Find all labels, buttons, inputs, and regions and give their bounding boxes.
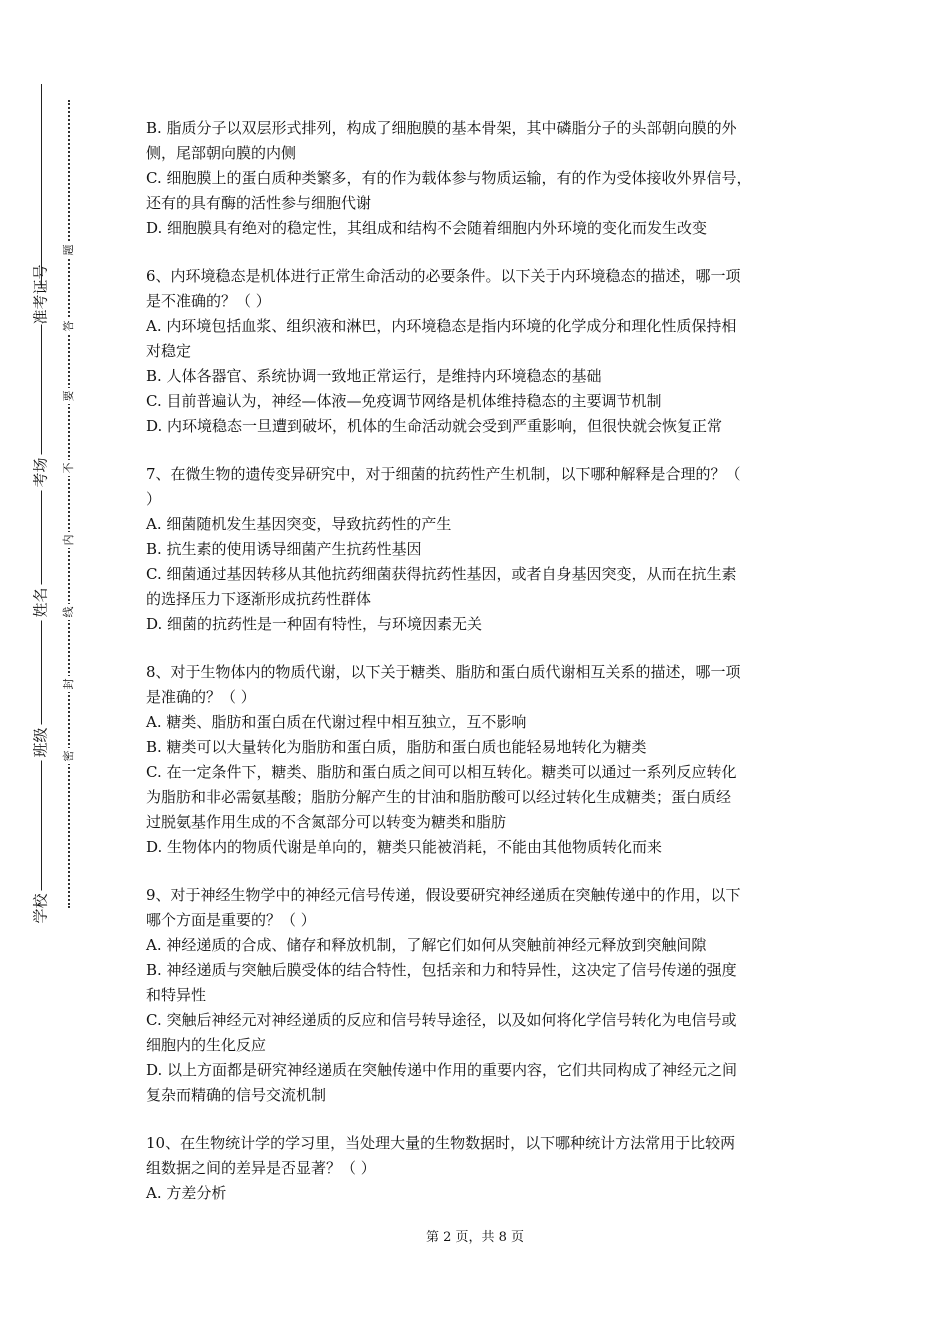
- text-line: ）: [146, 490, 162, 508]
- text-line: B. 脂质分子以双层形式排列，构成了细胞膜的基本骨架，其中磷脂分子的头部朝向膜的外: [146, 119, 737, 137]
- question-content: [146, 116, 818, 1206]
- exam-number-label: 准考证号: [31, 264, 50, 325]
- text-line: A. 细菌随机发生基因突变，导致抗药性的产生: [146, 515, 452, 533]
- text-line: D. 细胞膜具有绝对的稳定性，其组成和结构不会随着细胞内外环境的变化而发生改变: [146, 219, 708, 237]
- text-line: B. 抗生素的使用诱导细菌产生抗药性基因: [146, 540, 422, 558]
- question-gap: [146, 241, 818, 264]
- text-line: A. 方差分析: [146, 1184, 227, 1202]
- binding-dotted-line: [68, 100, 70, 908]
- text-line: B. 神经递质与突触后膜受体的结合特性，包括亲和力和特异性，这决定了信号传递的强度: [146, 961, 737, 979]
- text-line: 8、对于生物体内的物质代谢，以下关于糖类、脂肪和蛋白质代谢相互关系的描述，哪一项: [146, 663, 741, 681]
- binding-solid-line: [41, 84, 42, 910]
- text-line: C. 突触后神经元对神经递质的反应和信号转导途径，以及如何将化学信号转化为电信号或: [146, 1011, 737, 1029]
- text-line: D. 细菌的抗药性是一种固有特性，与环境因素无关: [146, 615, 483, 633]
- text-line: 为脂肪和非必需氨基酸；脂肪分解产生的甘油和脂肪酸可以经过转化生成糖类；蛋白质经: [146, 788, 732, 806]
- text-line: 组数据之间的差异是否显著？（ ）: [146, 1159, 376, 1177]
- text-line: 还有的具有酶的活性参与细胞代谢: [146, 194, 372, 212]
- text-line: 6、内环境稳态是机体进行正常生命活动的必要条件。以下关于内环境稳态的描述，哪一项: [146, 267, 741, 285]
- text-line: A. 内环境包括血浆、组织液和淋巴，内环境稳态是指内环境的化学成分和理化性质保持相: [146, 317, 737, 335]
- seal-char: 答: [61, 318, 77, 334]
- text-line: 的选择压力下逐渐形成抗药性群体: [146, 590, 372, 608]
- question-gap: [146, 860, 818, 883]
- text-line: C. 目前普遍认为，神经—体液—免疫调节网络是机体维持稳态的主要调节机制: [146, 392, 662, 410]
- text-line: C. 细胞膜上的蛋白质种类繁多，有的作为载体参与物质运输，有的作为受体接收外界信号，: [146, 169, 752, 187]
- text-line: D. 内环境稳态一旦遭到破坏，机体的生命活动就会受到严重影响，但很快就会恢复正常: [146, 417, 723, 435]
- text-line: B. 糖类可以大量转化为脂肪和蛋白质，脂肪和蛋白质也能轻易地转化为糖类: [146, 738, 647, 756]
- text-line: D. 生物体内的物质代谢是单向的，糖类只能被消耗，不能由其他物质转化而来: [146, 838, 663, 856]
- question-gap: [146, 439, 818, 462]
- seal-char: 内: [61, 532, 77, 548]
- text-line: 是准确的？（ ）: [146, 688, 256, 706]
- text-line: A. 神经递质的合成、储存和释放机制，了解它们如何从突触前神经元释放到突触间隙: [146, 936, 707, 954]
- text-line: 是不准确的？（ ）: [146, 292, 271, 310]
- text-line: 7、在微生物的遗传变异研究中，对于细菌的抗药性产生机制，以下哪种解释是合理的？（: [146, 465, 741, 483]
- exam-room-label: 考场: [30, 455, 51, 491]
- text-line: 和特异性: [146, 986, 207, 1004]
- text-line: C. 细菌通过基因转移从其他抗药细菌获得抗药性基因，或者自身基因突变，从而在抗生素: [146, 565, 737, 583]
- text-line: 侧，尾部朝向膜的内侧: [146, 144, 297, 162]
- text-line: 9、对于神经生物学中的神经元信号传递，假设要研究神经递质在突触传递中的作用，以下: [146, 886, 741, 904]
- seal-char: 要: [61, 388, 77, 404]
- school-label: 学校: [30, 891, 51, 927]
- seal-char: 密: [61, 748, 77, 764]
- seal-char: 题: [61, 242, 77, 258]
- text-line: 对稳定: [146, 342, 192, 360]
- text-line: 细胞内的生化反应: [146, 1036, 267, 1054]
- seal-char: 线: [61, 604, 77, 620]
- class-label: 班级: [30, 725, 51, 761]
- question-gap: [146, 1108, 818, 1131]
- seal-char: 封: [61, 676, 77, 692]
- text-line: 复杂而精确的信号交流机制: [146, 1086, 327, 1104]
- student-name-label: 姓名: [30, 585, 51, 621]
- text-line: 哪个方面是重要的？（ ）: [146, 911, 316, 929]
- text-line: B. 人体各器官、系统协调一致地正常运行，是维持内环境稳态的基础: [146, 367, 602, 385]
- text-line: 过脱氨基作用生成的不含氮部分可以转变为糖类和脂肪: [146, 813, 507, 831]
- question-gap: [146, 637, 818, 660]
- text-line: 10、在生物统计学的学习里，当处理大量的生物数据时，以下哪种统计方法常用于比较两: [146, 1134, 736, 1152]
- text-line: D. 以上方面都是研究神经递质在突触传递中作用的重要内容，它们共同构成了神经元之间: [146, 1061, 738, 1079]
- seal-char: 不: [61, 460, 77, 476]
- text-line: A. 糖类、脂肪和蛋白质在代谢过程中相互独立，互不影响: [146, 713, 527, 731]
- page-number: 第 2 页，共 8 页: [425, 1230, 525, 1245]
- text-line: C. 在一定条件下，糖类、脂肪和蛋白质之间可以相互转化。糖类可以通过一系列反应转化: [146, 763, 737, 781]
